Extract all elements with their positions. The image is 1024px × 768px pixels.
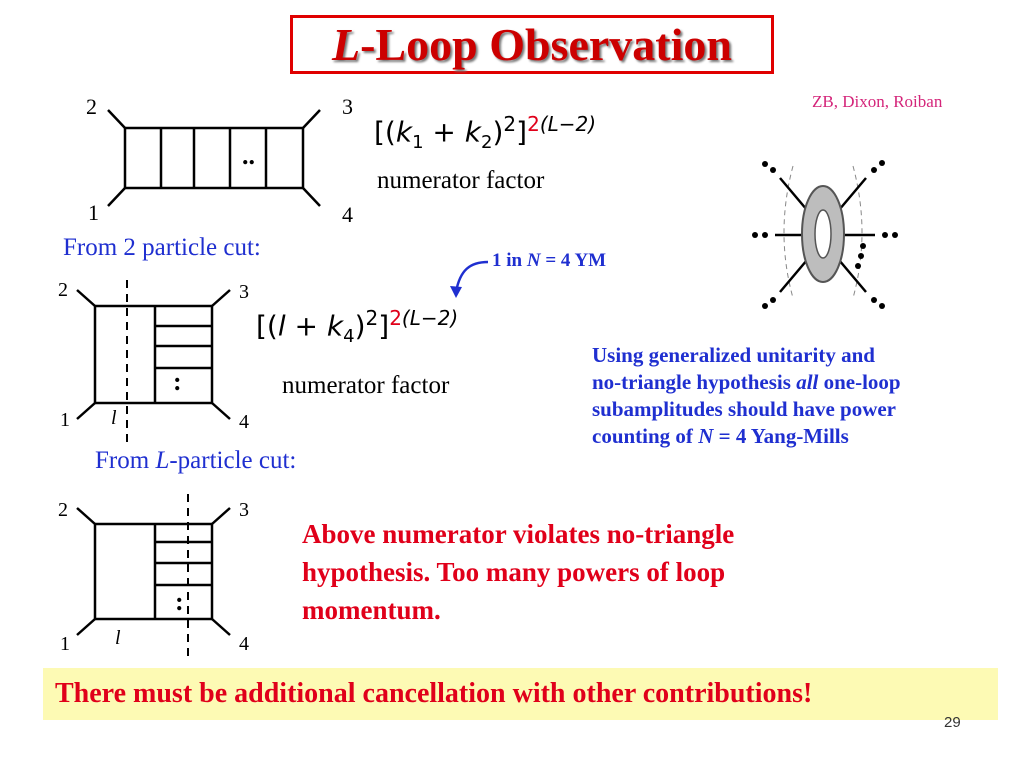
- svg-text::: :: [175, 587, 184, 616]
- ladder-diagram-top: [80, 92, 370, 227]
- title-rest: -Loop Observation: [360, 19, 732, 70]
- slide-title: [290, 15, 774, 74]
- violation-statement: Above numerator violates no-triangle hypothesis. Too many powers of loop momentum.: [302, 519, 735, 625]
- unitarity-statement: Using generalized unitarity and no-triangle hypothesis all one-loop subamplitudes should have power counting of N = 4 Yang-Mills: [592, 343, 901, 448]
- leg-label-2: 2: [86, 94, 97, 119]
- two-particle-cut-label: From 2 particle cut:: [63, 234, 261, 261]
- conclusion-banner: There must be additional cancellation with other contributions!: [43, 668, 998, 720]
- numerator-caption-top: numerator factor: [377, 167, 545, 194]
- two-particle-cut-diagram: [55, 278, 270, 448]
- svg-text:1: 1: [60, 633, 70, 655]
- l-particle-cut-diagram: [55, 494, 270, 664]
- leg-label-4: 4: [342, 202, 353, 227]
- page-number: 29: [944, 714, 961, 731]
- annotation-arrow: [440, 250, 500, 310]
- svg-text:l: l: [115, 627, 121, 649]
- ladder-dots: ..: [242, 141, 255, 170]
- one-loop-blob-diagram: [735, 148, 910, 323]
- numerator-caption-middle: numerator factor: [282, 372, 450, 399]
- formula-top: $[(k_1 + k_2)^2]^{2(L-2)}$: [374, 112, 597, 153]
- svg-text:4: 4: [239, 633, 249, 655]
- svg-text:2: 2: [58, 499, 68, 521]
- svg-text:1: 1: [60, 409, 70, 431]
- formula-middle: $[(l + k_4)^2]^{2(L-2)}$: [256, 306, 459, 347]
- svg-text::: :: [173, 367, 182, 396]
- svg-text:4: 4: [239, 411, 249, 433]
- leg-label-3: 3: [342, 94, 353, 119]
- leg-label-1: 1: [88, 200, 99, 225]
- svg-text:l: l: [111, 407, 117, 429]
- svg-text:3: 3: [239, 281, 249, 303]
- l-particle-cut-label: From L-particle cut:: [95, 447, 297, 474]
- n4-ym-annotation: 1 in N = 4 YM: [492, 250, 607, 271]
- ladder-frame: [125, 128, 303, 188]
- credit-text: ZB, Dixon, Roiban: [812, 92, 943, 111]
- svg-text:3: 3: [239, 499, 249, 521]
- svg-text:2: 2: [58, 279, 68, 301]
- title-prefix: L: [332, 19, 361, 70]
